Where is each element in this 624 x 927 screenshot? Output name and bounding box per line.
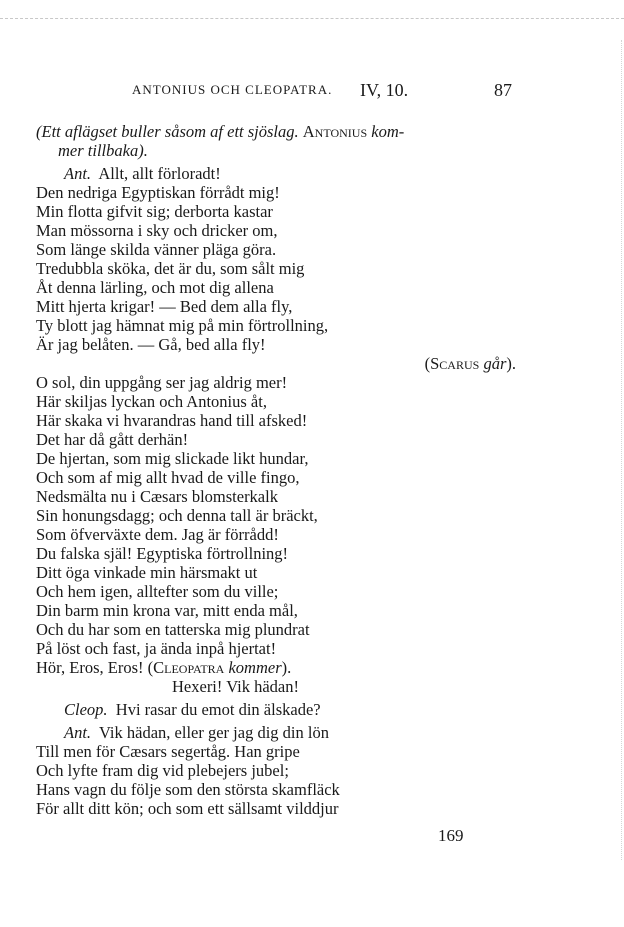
verse-line: Och som af mig allt hvad de ville fingo, [36,468,300,487]
verse-line: Och hem igen, alltefter som du ville; [36,582,279,601]
verse-line: Nedsmälta nu i Cæsars blomsterkalk [36,487,278,506]
verse-line: Man mössorna i sky och dricker om, [36,221,278,240]
verse-line: På löst och fast, ja ända inpå hjertat! [36,639,277,658]
verse-line: Mitt hjerta krigar! — Bed dem alla fly, [36,297,293,316]
verse-line: Som länge skilda vänner pläga göra. [36,240,277,259]
verse-line: Här skaka vi hvarandras hand till afsked! [36,411,308,430]
verse-line: Och du har som en tatterska mig plundrat [36,620,310,639]
speech-line: Ant. Vik hädan, eller ger jag dig din lön [64,723,329,742]
speech-line: Cleop. Hvi rasar du emot din älskade? [64,700,321,719]
speaker-label: Ant. [64,164,92,183]
stage-direction-exit: (Scarus går). [424,354,516,373]
header-title: ANTONIUS OCH CLEOPATRA. [132,82,333,97]
top-scan-rule [0,18,624,19]
verse-line: Tredubbla sköka, det är du, som sålt mig [36,259,305,278]
verse-line-continuation: Hexeri! Vik hädan! [172,677,299,696]
right-edge-marks [621,40,622,860]
running-header [120,80,512,104]
verse-line: De hjertan, som mig slickade likt hundar, [36,449,309,468]
stage-direction-line: (Ett aflägset buller såsom af ett sjöslag. Antonius kom- [36,122,405,141]
page-number: 87 [494,80,512,100]
verse-line: Ditt öga vinkade min härsmakt ut [36,563,258,582]
verse-line: För allt ditt kön; och som ett sällsamt vilddjur [36,799,339,818]
verse-line: O sol, din uppgång ser jag aldrig mer! [36,373,288,392]
stage-direction-line: mer tillbaka). [58,141,148,160]
header-act-scene: IV, 10. [360,80,409,100]
speaker-label: Ant. [64,723,92,742]
speaker-name: Antonius [302,122,368,141]
verse-line: Min flotta gifvit sig; derborta kastar [36,202,273,221]
verse-line: Och lyfte fram dig vid plebejers jubel; [36,761,289,780]
verse-line: Det har då gått derhän! [36,430,189,449]
verse-line: Åt denna lärling, och mot dig allena [36,278,274,297]
verse-line: Är jag belåten. — Gå, bed alla fly! [36,335,266,354]
verse-line: Ty blott jag hämnat mig på min förtrollning, [36,316,329,335]
page-body [36,122,516,818]
verse-line: Till men för Cæsars segertåg. Han gripe [36,742,300,761]
verse-line: Den nedriga Egyptiskan förrådt mig! [36,183,280,202]
verse-line: Här skiljas lyckan och Antonius åt, [36,392,267,411]
verse-line: Sin honungsdagg; och denna tall är bräckt, [36,506,318,525]
verse-line: Hans vagn du följe som den största skamfläck [36,780,340,799]
verse-line: Hör, Eros, Eros! (Cleopatra kommer). [36,658,292,677]
signature-mark: 169 [438,826,464,845]
verse-line: Du falska själ! Egyptiska förtrollning! [36,544,289,563]
verse-line: Som öfverväxte dem. Jag är förrådd! [36,525,279,544]
speaker-label: Cleop. [64,700,108,719]
speech-line: Ant. Allt, allt förloradt! [64,164,221,183]
verse-line: Din barm min krona var, mitt enda mål, [36,601,298,620]
